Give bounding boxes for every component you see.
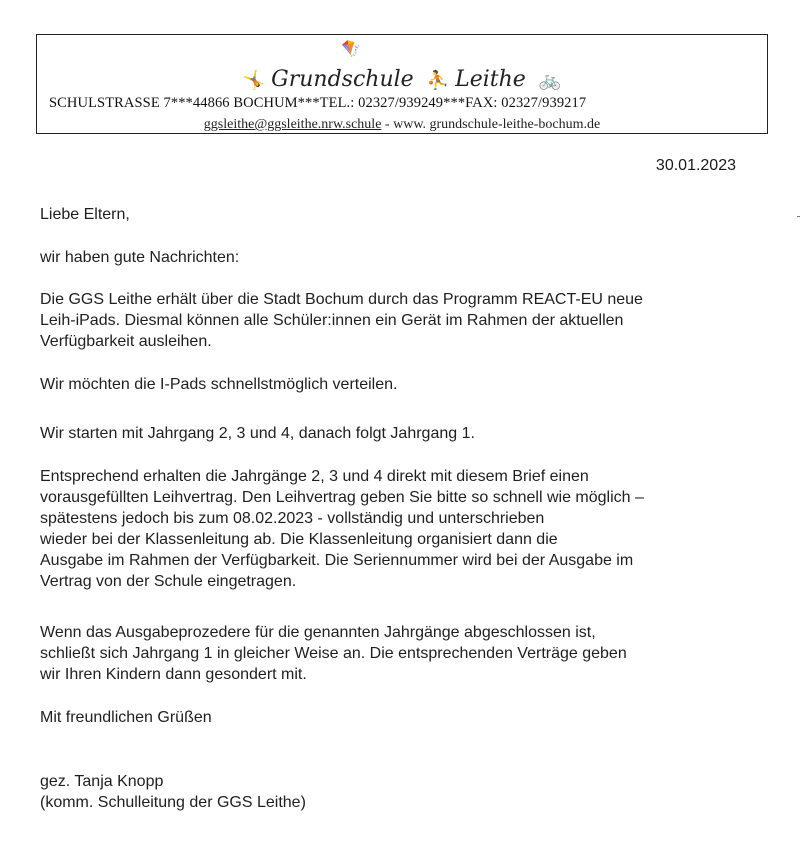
text-line: wir Ihren Kindern dann gesondert mit. bbox=[40, 666, 307, 683]
text-line: wieder bei der Klassenleitung ab. Die Klassenleitung organisiert dann die bbox=[40, 531, 558, 548]
text-line: Die GGS Leithe erhält über die Stadt Bochum durch das Programm REACT-EU neue bbox=[40, 291, 643, 308]
text-line: Vertrag von der Schule eingetragen. bbox=[40, 573, 297, 590]
school-contact bbox=[37, 117, 767, 133]
signature-name: gez. Tanja Knopp bbox=[40, 773, 164, 790]
text-line: Wenn das Ausgabeprozedere für die genannten Jahrgänge abgeschlossen ist, bbox=[40, 624, 596, 641]
paragraph-distribution: Wir möchten die I-Pads schnellstmöglich verteilen. bbox=[40, 376, 398, 393]
salutation: Liebe Eltern, bbox=[40, 206, 130, 223]
bicycle-icon: 🚲 bbox=[538, 70, 562, 91]
signature-block bbox=[40, 771, 760, 813]
place-name: Leithe bbox=[455, 67, 526, 92]
ball-player-icon: ⛹ bbox=[426, 70, 450, 91]
kite-icon: 🪁 bbox=[341, 41, 361, 58]
paragraph-order: Wir starten mit Jahrgang 2, 3 und 4, danach folgt Jahrgang 1. bbox=[40, 425, 475, 442]
paragraph-announcement bbox=[40, 289, 760, 352]
letterhead bbox=[36, 34, 768, 134]
text-line: schließt sich Jahrgang 1 in gleicher Weise an. Die entsprechenden Verträge geben bbox=[40, 645, 627, 662]
intro-line: wir haben gute Nachrichten: bbox=[40, 249, 240, 266]
contact-separator: - bbox=[381, 117, 394, 132]
school-website[interactable]: www. grundschule-leithe-bochum.de bbox=[393, 117, 601, 132]
school-name: Grundschule bbox=[271, 67, 414, 92]
closing: Mit freundlichen Grüßen bbox=[40, 709, 212, 726]
text-line: Ausgabe im Rahmen der Verfügbarkeit. Die Seriennummer wird bei der Ausgabe im bbox=[40, 552, 634, 569]
gymnast-icon: 🤸 bbox=[242, 70, 266, 91]
text-line: Leih-iPads. Diesmal können alle Schüler:innen ein Gerät im Rahmen der aktuellen bbox=[40, 312, 624, 329]
school-address: SCHULSTRASSE 7***44866 BOCHUM***TEL.: 02327/939249***FAX: 02327/939217 bbox=[49, 95, 587, 111]
text-line: vorausgefüllten Leihvertrag. Den Leihvertrag geben Sie bitte so schnell wie möglich – bbox=[40, 489, 644, 506]
letter-date: 30.01.2023 bbox=[655, 157, 736, 174]
paragraph-grade-one bbox=[40, 622, 760, 685]
signature-role: (komm. Schulleitung der GGS Leithe) bbox=[40, 794, 306, 811]
text-line: spätestens jedoch bis zum 08.02.2023 - vollständig und unterschrieben bbox=[40, 510, 545, 527]
text-line: Entsprechend erhalten die Jahrgänge 2, 3 und 4 direkt mit diesem Brief einen bbox=[40, 468, 589, 485]
school-title bbox=[37, 67, 767, 92]
school-email[interactable]: ggsleithe@ggsleithe.nrw.schule bbox=[203, 117, 382, 132]
text-line: Verfügbarkeit ausleihen. bbox=[40, 333, 212, 350]
paragraph-contract bbox=[40, 466, 760, 592]
